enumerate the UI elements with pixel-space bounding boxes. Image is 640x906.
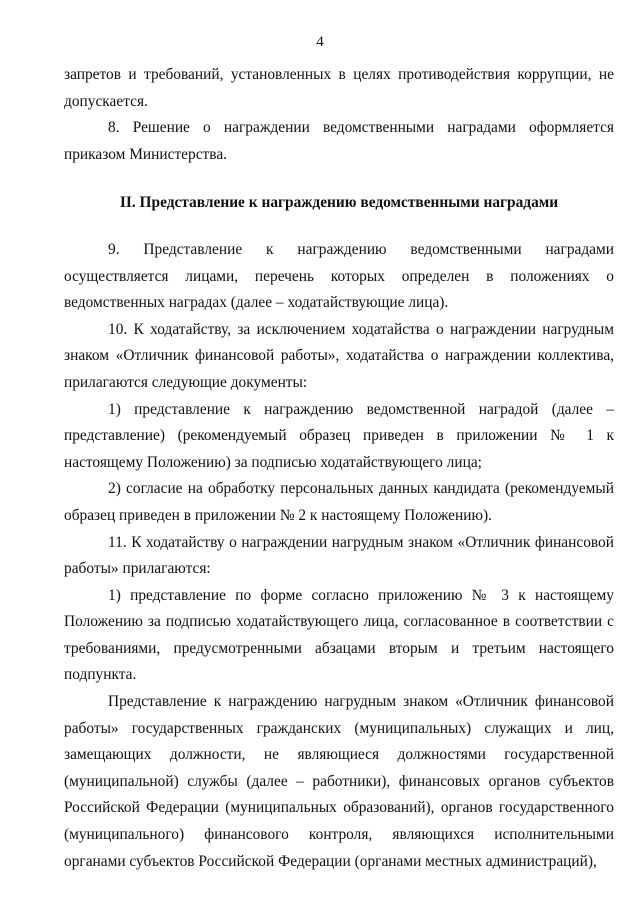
paragraph-10: 10. К ходатайству, за исключением ходатайства о награждении нагрудным знаком «Отличник финансовой работы», ходатайства о награждении коллектива, прилагаются следующие документы: <box>64 320 614 391</box>
paragraph-11-item-1: 1) представление по форме согласно приложению № 3 к настоящему Положению за подписью ходатайствующего лица, согласованное в соответствии с требованиями, предусмотренными абзацами вторым и третьим настоящего подпункта. <box>64 586 614 684</box>
paragraph-11: 11. К ходатайству о награждении нагрудным знаком «Отличник финансовой работы» прилагаются: <box>64 533 614 578</box>
paragraph-continuation: запретов и требований, установленных в целях противодействия коррупции, не допускается. <box>64 66 614 110</box>
paragraph-8: 8. Решение о награждении ведомственными наградами оформляется приказом Министерства. <box>64 119 614 163</box>
paragraph-11-text: Представление к награждению нагрудным знаком «Отличник финансовой работы» государственных гражданских (муниципальных) служащих и лиц, замещающих должности, не являющиеся должностями государственной (муниципальной) службы (далее – работники), финансовых органов субъектов Российской Федерации (муниципальных образований), органов государственного (муниципального) финансового контроля, являющихся исполнительными органами субъектов Российской Федерации (органами местных администраций), <box>64 693 614 870</box>
document-body <box>64 62 614 875</box>
paragraph-10-item-2: 2) согласие на обработку персональных данных кандидата (рекомендуемый образец приведен в приложении № 2 к настоящему Положению). <box>64 480 614 524</box>
page-number: 4 <box>316 34 324 50</box>
section-heading: II. Представление к награждению ведомственными наградами <box>119 194 559 212</box>
paragraph-10-item-1: 1) представление к награждению ведомственной наградой (далее – представление) (рекомендуемый образец приведен в приложении № 1 к настоящему Положению) за подписью ходатайствующего лица; <box>64 400 614 471</box>
paragraph-9: 9. Представление к награждению ведомственными наградами осуществляется лицами, перечень которых определен в положениях о ведомственных наградах (далее – ходатайствующие лица). <box>64 240 614 312</box>
